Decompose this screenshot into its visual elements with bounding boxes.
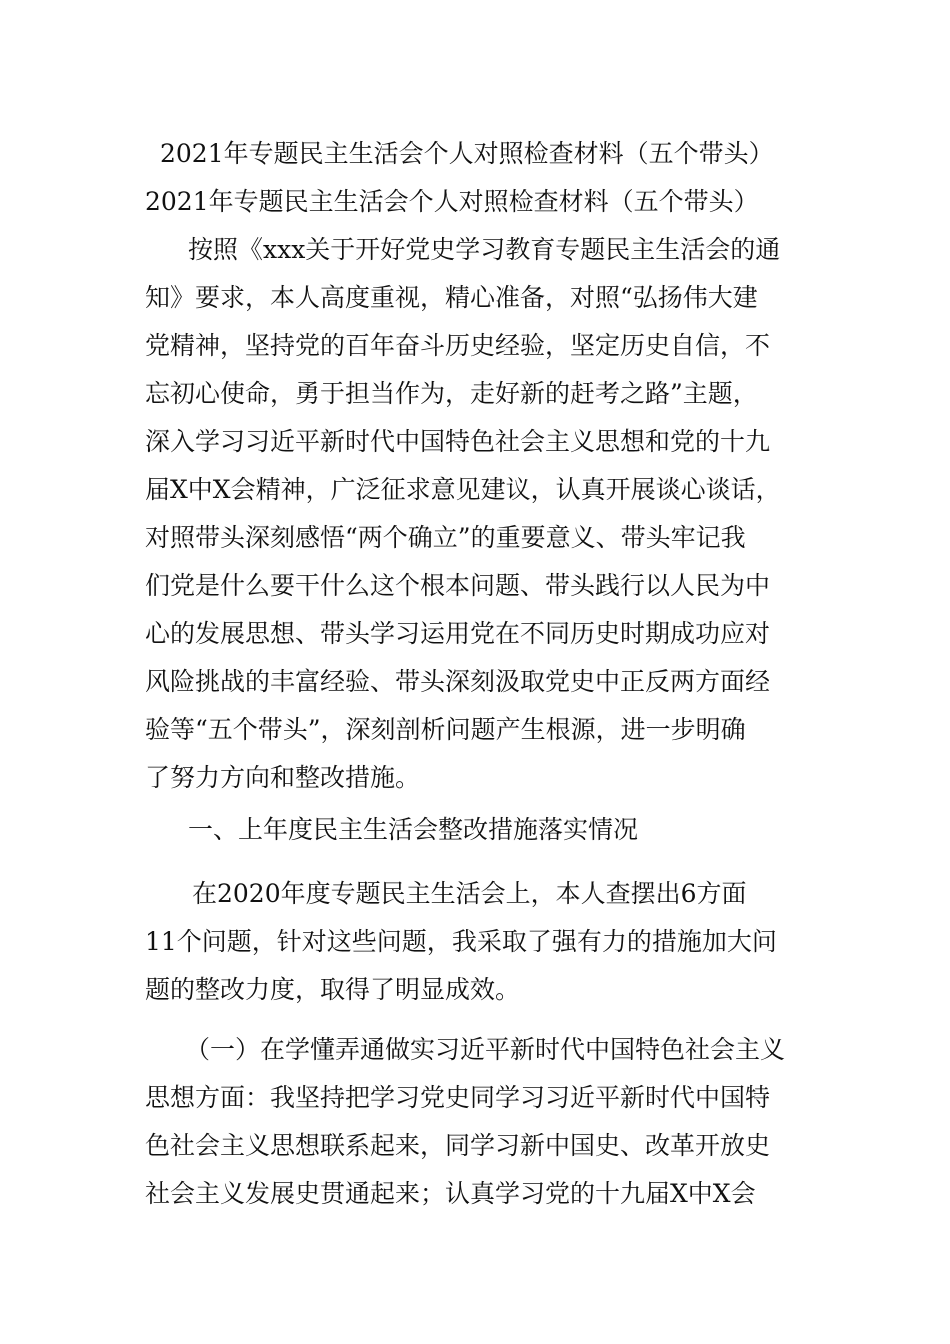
paragraph-line: 们党是什么要干什么这个根本问题、带头践行以人民为中 bbox=[145, 571, 771, 600]
section-heading: 一、上年度民主生活会整改措施落实情况 bbox=[188, 815, 639, 844]
paragraph-line: 色社会主义思想联系起来，同学习新中国史、改革开放史 bbox=[145, 1131, 771, 1160]
paragraph-line: 党精神，坚持党的百年奋斗历史经验，坚定历史自信，不 bbox=[145, 331, 771, 360]
subsection-heading: （一）在学懂弄通做实习近平新时代中国特色社会主义 bbox=[185, 1035, 786, 1064]
paragraph-line: 11个问题，针对这些问题，我采取了强有力的措施加大问 bbox=[145, 927, 777, 956]
document-title: 2021年专题民主生活会个人对照检查材料（五个带头） bbox=[160, 139, 774, 168]
paragraph-line: 风险挑战的丰富经验、带头深刻汲取党史中正反两方面经 bbox=[145, 667, 771, 696]
paragraph-line: 验等“五个带头”，深刻剖析问题产生根源，进一步明确 bbox=[145, 715, 746, 744]
paragraph-line: 忘初心使命，勇于担当作为，走好新的赶考之路”主题， bbox=[145, 379, 758, 408]
paragraph-line: 思想方面：我坚持把学习党史同学习习近平新时代中国特 bbox=[145, 1083, 771, 1112]
paragraph-line: 了努力方向和整改措施。 bbox=[145, 763, 421, 792]
paragraph-line: 题的整改力度，取得了明显成效。 bbox=[145, 975, 521, 1004]
paragraph-line: 按照《xxx关于开好党史学习教育专题民主生活会的通 bbox=[188, 235, 781, 264]
paragraph-line: 社会主义发展史贯通起来；认真学习党的十九届X中X会 bbox=[145, 1179, 756, 1208]
paragraph-line: 深入学习习近平新时代中国特色社会主义思想和党的十九 bbox=[145, 427, 771, 456]
paragraph-line: 知》要求，本人高度重视，精心准备，对照“弘扬伟大建 bbox=[145, 283, 758, 312]
paragraph-line: 对照带头深刻感悟“两个确立”的重要意义、带头牢记我 bbox=[145, 523, 746, 552]
document-subtitle: 2021年专题民主生活会个人对照检查材料（五个带头） bbox=[145, 187, 759, 216]
paragraph-line: 届X中X会精神，广泛征求意见建议，认真开展谈心谈话， bbox=[145, 475, 781, 504]
paragraph-line: 心的发展思想、带头学习运用党在不同历史时期成功应对 bbox=[145, 619, 771, 648]
paragraph-line: 在2020年度专题民主生活会上，本人查摆出6方面 bbox=[192, 879, 747, 908]
